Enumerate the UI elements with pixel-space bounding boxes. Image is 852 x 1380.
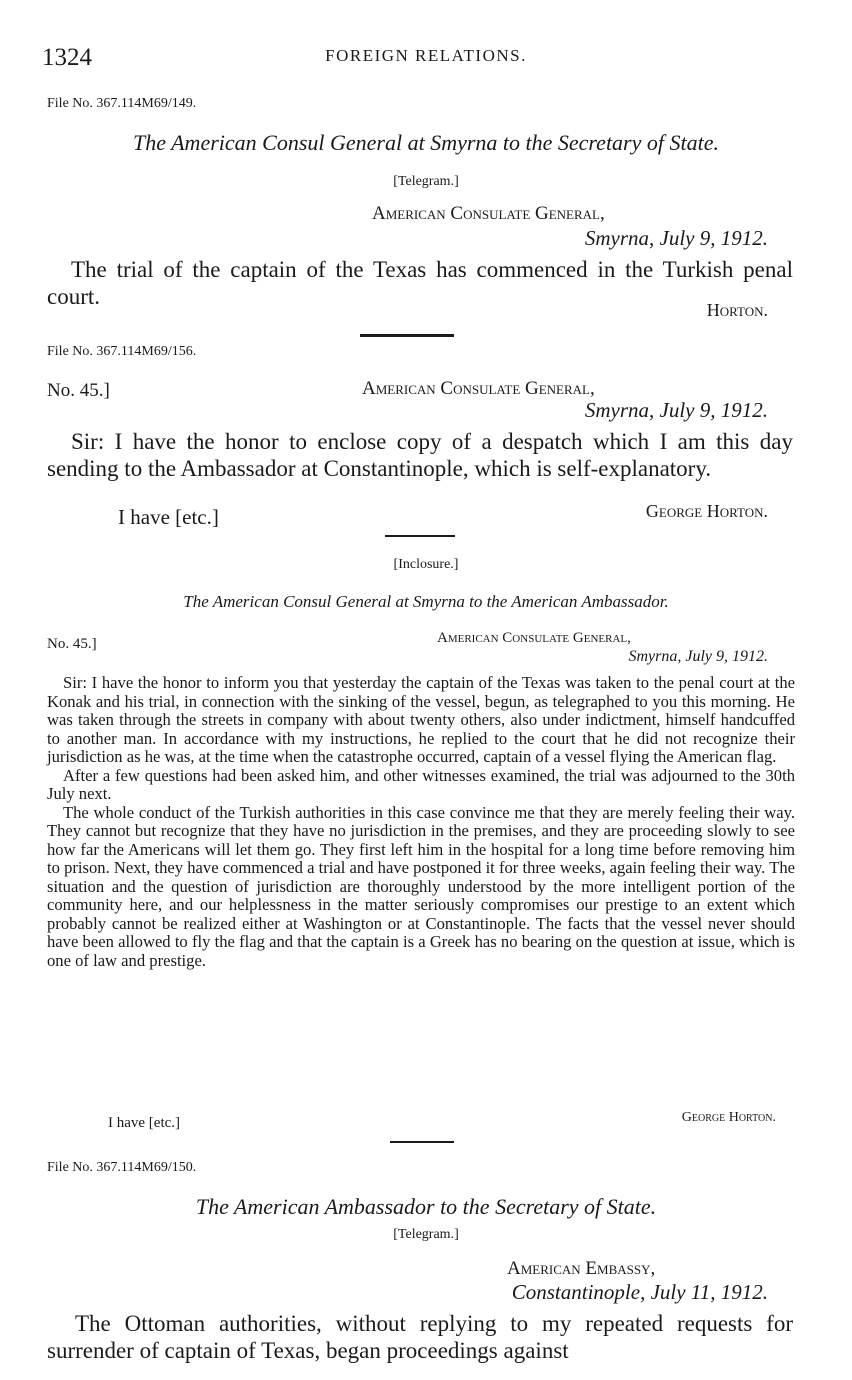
- signature: George Horton.: [681, 1110, 776, 1125]
- page-number: 1324: [42, 44, 92, 71]
- running-title: FOREIGN RELATIONS.: [325, 46, 527, 65]
- signature: George Horton.: [645, 501, 768, 521]
- sender-address: American Consulate General,: [372, 203, 605, 224]
- sender-address: American Consulate General,: [437, 630, 631, 646]
- document-number: No. 45.]: [47, 380, 110, 401]
- document-date: Smyrna, July 9, 1912.: [584, 226, 768, 250]
- document-date: Constantinople, July 11, 1912.: [511, 1280, 768, 1304]
- paragraph: The whole conduct of the Turkish authorities in this case convince me that they are merely feeling their way. They cannot but recognize that they have no jurisdiction in the premises, and they are proceeding slowly to see how far the Americans will let them go. They first left him in the hospital for a long time before removing him to prison. Next, they have commenced a trial and have postponed it for three weeks, again feeling their way. The situation and the question of jurisdiction are thoroughly understood by the more intelligent portion of the community here, and our helplessness in the matter seriously compromises our prestige to an extent which probably cannot be realized either at Washington or at Constantinople. The facts that the vessel never should have been allowed to fly the flag and that the captain is a Greek has no bearing on the question at issue, which is one of law and prestige.: [47, 802, 795, 970]
- document-body: The Ottoman authorities, without replying to my repeated requests for surrender of captain of Texas, began proceedings against: [47, 1311, 793, 1363]
- section-divider: [360, 334, 454, 337]
- document-date: Smyrna, July 9, 1912.: [584, 398, 768, 422]
- document-title: The American Ambassador to the Secretary of State.: [195, 1194, 657, 1219]
- document-kind: [Telegram.]: [393, 1227, 459, 1242]
- document-body: The trial of the captain of the Texas has commenced in the Turkish penal court.: [47, 257, 793, 309]
- enclosure-label: [Inclosure.]: [393, 557, 459, 572]
- section-divider: [385, 535, 455, 537]
- document-number: No. 45.]: [47, 636, 97, 652]
- signature: Horton.: [706, 300, 768, 320]
- document-body: Sir: I have the honor to enclose copy of a despatch which I am this day sending to the Ambassador at Constantinople, which is self-explanatory.: [47, 429, 793, 481]
- document-date: Smyrna, July 9, 1912.: [628, 648, 768, 665]
- section-divider: [390, 1141, 454, 1143]
- file-number: File No. 367.114M69/150.: [47, 1160, 197, 1175]
- closing-line: I have [etc.]: [108, 1115, 181, 1131]
- file-number: File No. 367.114M69/149.: [47, 96, 197, 111]
- enclosure-body: [47, 674, 795, 970]
- sender-address: American Embassy,: [507, 1258, 656, 1279]
- document-title: The American Consul General at Smyrna to the Secretary of State.: [133, 130, 719, 155]
- paragraph: After a few questions had been asked him, and other witnesses examined, the trial was adjourned to the 30th July next.: [47, 765, 795, 803]
- document-kind: [Telegram.]: [393, 174, 459, 189]
- sender-address: American Consulate General,: [362, 378, 595, 399]
- file-number: File No. 367.114M69/156.: [47, 344, 197, 359]
- paragraph: Sir: I have the honor to inform you that yesterday the captain of the Texas was taken to the penal court at the Konak and his trial, in connection with the sinking of the vessel, begun, as telegraphed to you this morning. He was taken through the streets in company with about twenty others, also under indictment, himself handcuffed to another man. In accordance with my instructions, he replied to the court that he did not recognize their jurisdiction as he was, at the time when the catastrophe occurred, captain of a vessel flying the American flag.: [47, 673, 795, 766]
- enclosure-title: The American Consul General at Smyrna to the American Ambassador.: [183, 592, 669, 611]
- closing-line: I have [etc.]: [118, 505, 219, 529]
